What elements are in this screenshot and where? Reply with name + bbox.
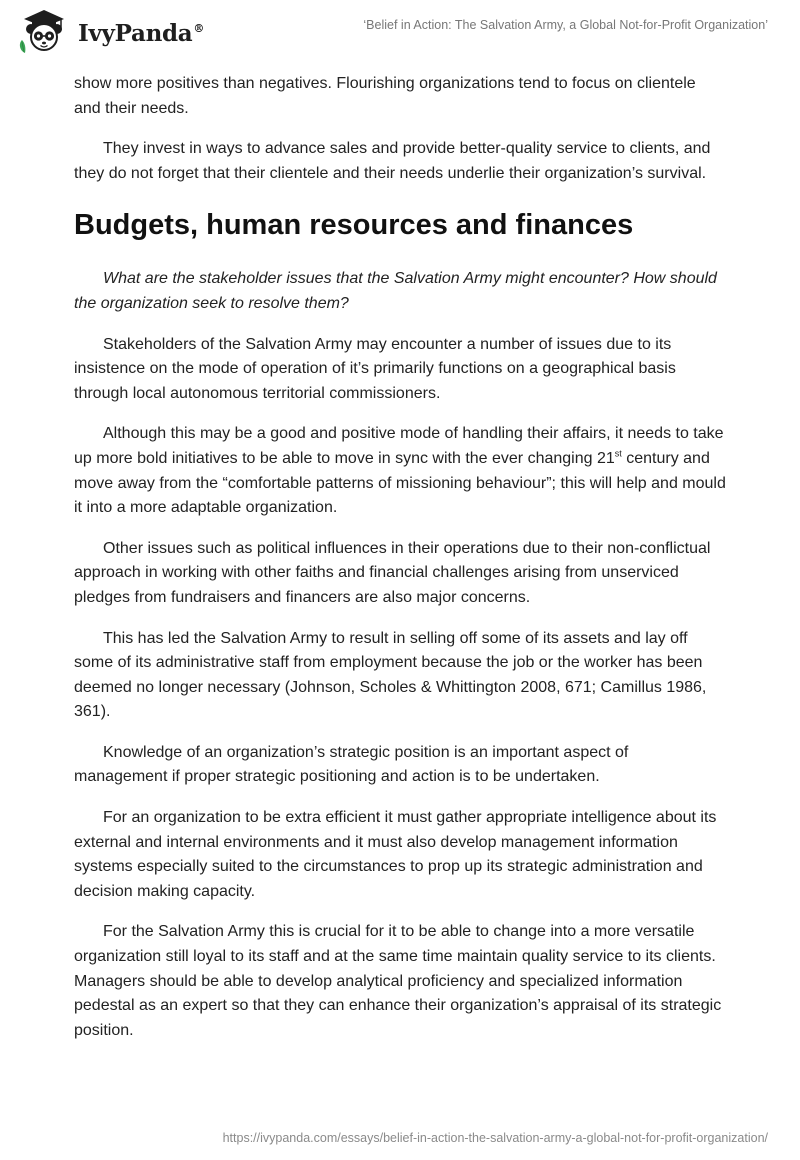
paragraph-continued: show more positives than negatives. Flourishing organizations tend to focus on clientele and their needs. xyxy=(74,75,696,117)
source-url[interactable]: https://ivypanda.com/essays/belief-in-action-the-salvation-army-a-global-not-for-profit-organization/ xyxy=(222,1131,768,1145)
paragraph: Knowledge of an organization’s strategic position is an important aspect of management if proper strategic positioning and action is to be undertaken. xyxy=(74,743,629,786)
essay-body xyxy=(74,72,726,1059)
paragraph: Other issues such as political influences in their operations due to their non-conflictual approach in working with other faiths and financial challenges arising from unserviced pledges from fundraisers and financers are also major concerns. xyxy=(74,539,711,606)
paragraph-text: Although this may be a good and positive mode of handling their affairs, it needs to take up more bold initiatives to be able to move in sync with the ever changing 21 xyxy=(74,425,724,467)
paragraph: Stakeholders of the Salvation Army may encounter a number of issues due to its insistence on the mode of operation of it’s primarily functions on a geographical basis through local autonomous territorial commissioners. xyxy=(74,335,676,402)
document-title: ‘Belief in Action: The Salvation Army, a Global Not-for-Profit Organization’ xyxy=(363,18,768,32)
page-header xyxy=(0,0,800,64)
paragraph: This has led the Salvation Army to result in selling off some of its assets and lay off some of its administrative staff from employment because the job or the worker has been deemed no longer necessary (Johnson, Scholes & Whittington 2008, 671; Camillus 1986, 361). xyxy=(74,629,707,721)
section-heading: Budgets, human resources and finances xyxy=(74,209,634,242)
superscript: st xyxy=(614,448,622,459)
paragraph xyxy=(74,422,726,520)
ivypanda-logo[interactable] xyxy=(16,6,204,56)
section-question: What are the stakeholder issues that the Salvation Army might encounter? How should the organization seek to resolve them? xyxy=(74,270,717,312)
paragraph: For the Salvation Army this is crucial for it to be able to change into a more versatile organization still loyal to its staff and at the same time maintain quality service to its clients. Managers should be able to develop analytical proficiency and specialized information pedestal as an expert so that they can enhance their organization’s appraisal of its strategic position. xyxy=(74,923,722,1039)
paragraph-text: century and move away from the “comfortable patterns of missioning behaviour”; this will help and mould it into a more adaptable organization. xyxy=(74,449,726,517)
panda-graduate-icon xyxy=(16,6,72,56)
paragraph: They invest in ways to advance sales and provide better-quality service to clients, and they do not forget that their clientele and their needs underlie their organization’s survival. xyxy=(74,140,711,182)
logo-text: IvyPanda® xyxy=(78,19,205,47)
paragraph: For an organization to be extra efficient it must gather appropriate intelligence about its external and internal environments and it must also develop management information systems especially suited to the circumstances to prop up its strategic administration and decision making capacity. xyxy=(74,809,717,900)
